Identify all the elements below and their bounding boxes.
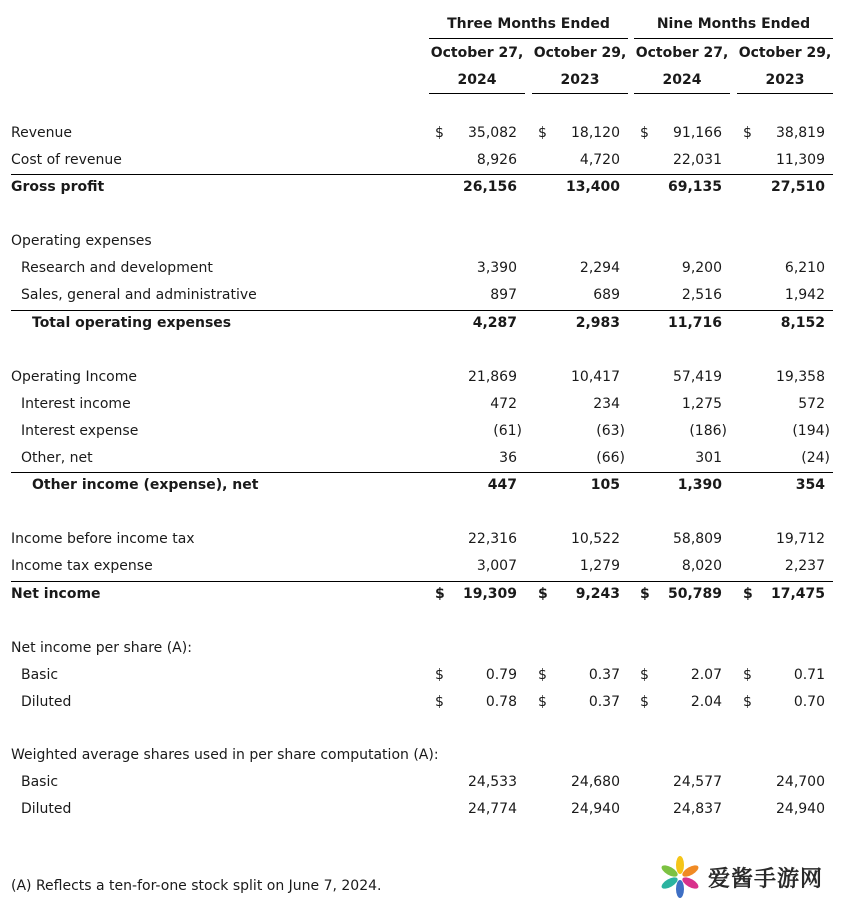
column-header-year: 2023 bbox=[560, 72, 600, 88]
column-underline bbox=[634, 93, 730, 94]
header-group-nine-months: Nine Months Ended bbox=[656, 16, 811, 32]
table-row bbox=[0, 418, 846, 445]
table-row bbox=[0, 553, 846, 580]
cell-value: 6,210 bbox=[784, 260, 825, 276]
cell-value: 2.04 bbox=[690, 694, 722, 710]
cell-value: 38,819 bbox=[776, 125, 825, 141]
header-group-three-months: Three Months Ended bbox=[447, 16, 610, 32]
cell-value: 17,475 bbox=[770, 586, 825, 602]
cell-value: 0.37 bbox=[588, 694, 620, 710]
column-underline bbox=[429, 93, 525, 94]
cell-value: 9,200 bbox=[681, 260, 722, 276]
row-label: Basic bbox=[21, 774, 59, 790]
cell-value: 234 bbox=[593, 396, 620, 412]
cell-value: 1,390 bbox=[677, 477, 722, 493]
cell-value: (63) bbox=[596, 423, 625, 439]
cell-value: 24,533 bbox=[468, 774, 517, 790]
cell-value: 2,294 bbox=[579, 260, 620, 276]
table-row bbox=[0, 255, 846, 282]
cell-value: 8,152 bbox=[780, 315, 825, 331]
cell-value: 1,275 bbox=[681, 396, 722, 412]
cell-value: 24,940 bbox=[776, 801, 825, 817]
currency-symbol: $ bbox=[743, 586, 753, 602]
currency-symbol: $ bbox=[538, 586, 548, 602]
row-label: Weighted average shares used in per share computation (A): bbox=[11, 747, 439, 763]
currency-symbol: $ bbox=[435, 125, 444, 141]
cell-value: 4,287 bbox=[472, 315, 517, 331]
currency-symbol: $ bbox=[743, 667, 752, 683]
currency-symbol: $ bbox=[435, 667, 444, 683]
currency-symbol: $ bbox=[435, 586, 445, 602]
cell-value: (24) bbox=[801, 450, 830, 466]
table-row bbox=[0, 174, 846, 201]
cell-value: 3,390 bbox=[476, 260, 517, 276]
column-header bbox=[634, 40, 730, 94]
column-header-year: 2024 bbox=[457, 72, 497, 88]
row-label: Total operating expenses bbox=[32, 315, 232, 331]
cell-value: 69,135 bbox=[667, 179, 722, 195]
table-row bbox=[0, 282, 846, 309]
column-header-date: October 29, bbox=[738, 45, 832, 61]
cell-value: 689 bbox=[593, 287, 620, 303]
cell-value: 4,720 bbox=[579, 152, 620, 168]
table-row bbox=[0, 391, 846, 418]
row-label: Net income per share (A): bbox=[11, 640, 192, 656]
cell-value: 24,837 bbox=[673, 801, 722, 817]
flower-logo-icon bbox=[658, 855, 702, 899]
row-label: Diluted bbox=[21, 801, 72, 817]
column-underline bbox=[737, 93, 833, 94]
cell-value: 3,007 bbox=[476, 558, 517, 574]
cell-value: 2,983 bbox=[575, 315, 620, 331]
cell-value: (61) bbox=[493, 423, 522, 439]
row-label: Interest income bbox=[21, 396, 131, 412]
table-row bbox=[0, 662, 846, 689]
currency-symbol: $ bbox=[435, 694, 444, 710]
currency-symbol: $ bbox=[640, 694, 649, 710]
cell-value: 13,400 bbox=[565, 179, 620, 195]
column-header-year: 2023 bbox=[765, 72, 805, 88]
cell-value: 50,789 bbox=[667, 586, 722, 602]
cell-value: 897 bbox=[490, 287, 517, 303]
table-row bbox=[0, 147, 846, 174]
cell-value: 22,031 bbox=[673, 152, 722, 168]
cell-value: (194) bbox=[792, 423, 830, 439]
column-header-year: 2024 bbox=[662, 72, 702, 88]
row-label: Sales, general and administrative bbox=[21, 287, 257, 303]
row-label: Diluted bbox=[21, 694, 72, 710]
table-row bbox=[0, 769, 846, 796]
cell-value: 22,316 bbox=[468, 531, 517, 547]
table-row bbox=[0, 581, 846, 608]
cell-value: 2,516 bbox=[681, 287, 722, 303]
header-group-underline bbox=[634, 38, 833, 39]
row-label: Income tax expense bbox=[11, 558, 153, 574]
cell-value: (66) bbox=[596, 450, 625, 466]
table-row bbox=[0, 445, 846, 472]
cell-value: 0.71 bbox=[793, 667, 825, 683]
cell-value: 0.37 bbox=[588, 667, 620, 683]
row-label: Net income bbox=[11, 586, 101, 602]
row-label: Gross profit bbox=[11, 179, 105, 195]
table-row bbox=[0, 742, 846, 769]
table-row bbox=[0, 689, 846, 716]
cell-value: 10,417 bbox=[571, 369, 620, 385]
row-label: Other income (expense), net bbox=[32, 477, 259, 493]
cell-value: 572 bbox=[798, 396, 825, 412]
column-underline bbox=[532, 93, 628, 94]
row-label: Revenue bbox=[11, 125, 72, 141]
cell-value: 8,926 bbox=[476, 152, 517, 168]
header-group-underline bbox=[429, 38, 628, 39]
table-row bbox=[0, 310, 846, 337]
currency-symbol: $ bbox=[538, 667, 547, 683]
currency-symbol: $ bbox=[640, 667, 649, 683]
cell-value: 19,712 bbox=[776, 531, 825, 547]
cell-value: 10,522 bbox=[571, 531, 620, 547]
row-label: Operating expenses bbox=[11, 233, 152, 249]
cell-value: 27,510 bbox=[770, 179, 825, 195]
row-label: Cost of revenue bbox=[11, 152, 122, 168]
row-label: Interest expense bbox=[21, 423, 139, 439]
cell-value: 0.79 bbox=[485, 667, 517, 683]
watermark-logo bbox=[658, 855, 823, 899]
cell-value: 36 bbox=[499, 450, 517, 466]
cell-value: 21,869 bbox=[468, 369, 517, 385]
row-label: Research and development bbox=[21, 260, 213, 276]
column-header-date: October 27, bbox=[430, 45, 524, 61]
currency-symbol: $ bbox=[640, 586, 650, 602]
cell-value: 24,577 bbox=[673, 774, 722, 790]
cell-value: 24,700 bbox=[776, 774, 825, 790]
currency-symbol: $ bbox=[743, 694, 752, 710]
cell-value: 26,156 bbox=[462, 179, 517, 195]
cell-value: 8,020 bbox=[681, 558, 722, 574]
row-label: Basic bbox=[21, 667, 59, 683]
footnote: (A) Reflects a ten-for-one stock split on June 7, 2024. bbox=[11, 878, 382, 894]
table-row bbox=[0, 526, 846, 553]
cell-value: 105 bbox=[590, 477, 620, 493]
table-row bbox=[0, 472, 846, 499]
cell-value: 2,237 bbox=[784, 558, 825, 574]
cell-value: 35,082 bbox=[468, 125, 517, 141]
row-label: Income before income tax bbox=[11, 531, 195, 547]
cell-value: 11,309 bbox=[776, 152, 825, 168]
table-row bbox=[0, 364, 846, 391]
table-row bbox=[0, 796, 846, 823]
cell-value: 2.07 bbox=[690, 667, 722, 683]
currency-symbol: $ bbox=[538, 125, 547, 141]
cell-value: (186) bbox=[689, 423, 727, 439]
cell-value: 354 bbox=[795, 477, 825, 493]
cell-value: 24,940 bbox=[571, 801, 620, 817]
cell-value: 18,120 bbox=[571, 125, 620, 141]
row-label: Operating Income bbox=[11, 369, 137, 385]
cell-value: 91,166 bbox=[673, 125, 722, 141]
cell-value: 58,809 bbox=[673, 531, 722, 547]
cell-value: 472 bbox=[490, 396, 517, 412]
table-row bbox=[0, 635, 846, 662]
cell-value: 19,358 bbox=[776, 369, 825, 385]
cell-value: 19,309 bbox=[462, 586, 517, 602]
column-header bbox=[532, 40, 628, 94]
table-row bbox=[0, 120, 846, 147]
currency-symbol: $ bbox=[743, 125, 752, 141]
table-row bbox=[0, 228, 846, 255]
column-header-date: October 29, bbox=[533, 45, 627, 61]
column-header bbox=[737, 40, 833, 94]
cell-value: 1,942 bbox=[784, 287, 825, 303]
cell-value: 11,716 bbox=[667, 315, 722, 331]
currency-symbol: $ bbox=[640, 125, 649, 141]
row-label: Other, net bbox=[21, 450, 93, 466]
watermark-text: 爱酱手游网 bbox=[708, 866, 824, 892]
cell-value: 0.78 bbox=[485, 694, 517, 710]
cell-value: 301 bbox=[695, 450, 722, 466]
currency-symbol: $ bbox=[538, 694, 547, 710]
cell-value: 9,243 bbox=[575, 586, 620, 602]
cell-value: 24,774 bbox=[468, 801, 517, 817]
column-header bbox=[429, 40, 525, 94]
column-header-date: October 27, bbox=[635, 45, 729, 61]
cell-value: 447 bbox=[487, 477, 517, 493]
cell-value: 57,419 bbox=[673, 369, 722, 385]
cell-value: 0.70 bbox=[793, 694, 825, 710]
cell-value: 24,680 bbox=[571, 774, 620, 790]
cell-value: 1,279 bbox=[579, 558, 620, 574]
